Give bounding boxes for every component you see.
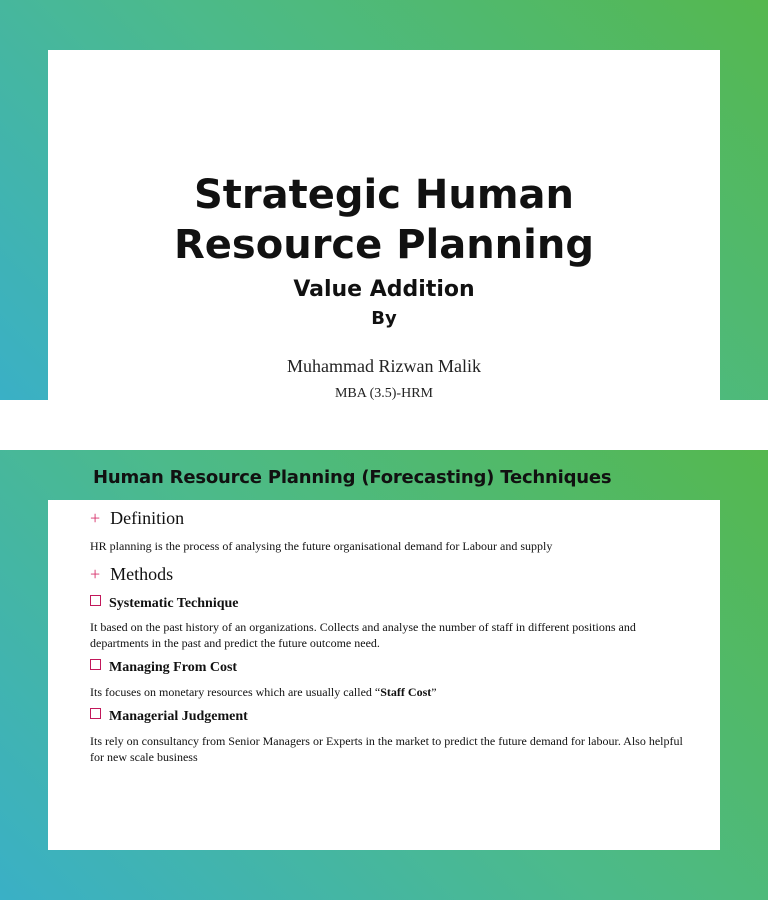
definition-label: Definition <box>110 508 185 528</box>
slide-title <box>48 170 720 270</box>
square-bullet-icon <box>90 659 101 670</box>
plus-icon: + <box>90 564 101 584</box>
by-label: By <box>371 308 397 329</box>
method-title: Systematic Technique <box>109 596 239 611</box>
method-text-before: Its focuses on monetary resources which are usually called “ <box>90 685 381 699</box>
method-title: Managerial Judgement <box>109 709 248 724</box>
method-title: Managing From Cost <box>109 660 238 675</box>
techniques-heading: Human Resource Planning (Forecasting) Techniques <box>93 467 612 488</box>
definition-heading <box>90 508 184 529</box>
method-item-systematic <box>90 595 239 612</box>
plus-icon: + <box>90 508 101 528</box>
definition-text: HR planning is the process of analysing the future organisational demand for Labour and supply <box>90 539 553 553</box>
method-text: Its rely on consultancy from Senior Managers or Experts in the market to predict the future demand for labour. Also helpful for new scale business <box>90 734 683 764</box>
method-text: It based on the past history of an organizations. Collects and analyse the number of staff in different positions and departments in the past and predict the future outcome need. <box>90 620 636 650</box>
staff-cost-term: Staff Cost <box>380 685 432 699</box>
author-name: Muhammad Rizwan Malik <box>287 356 481 376</box>
method-item-cost <box>90 659 237 676</box>
methods-label: Methods <box>110 564 174 584</box>
slide-title-line-1: Strategic Human <box>194 172 574 218</box>
method-text <box>90 684 685 700</box>
method-text-after: ” <box>431 685 437 699</box>
slide-title-line-2: Resource Planning <box>174 222 594 268</box>
slide-subtitle: Value Addition <box>293 277 475 302</box>
techniques-card <box>48 500 720 850</box>
title-slide-card <box>48 50 720 400</box>
square-bullet-icon <box>90 708 101 719</box>
methods-heading <box>90 564 173 585</box>
program-label: MBA (3.5)-HRM <box>334 386 433 401</box>
square-bullet-icon <box>90 595 101 606</box>
method-item-judgement <box>90 708 248 725</box>
